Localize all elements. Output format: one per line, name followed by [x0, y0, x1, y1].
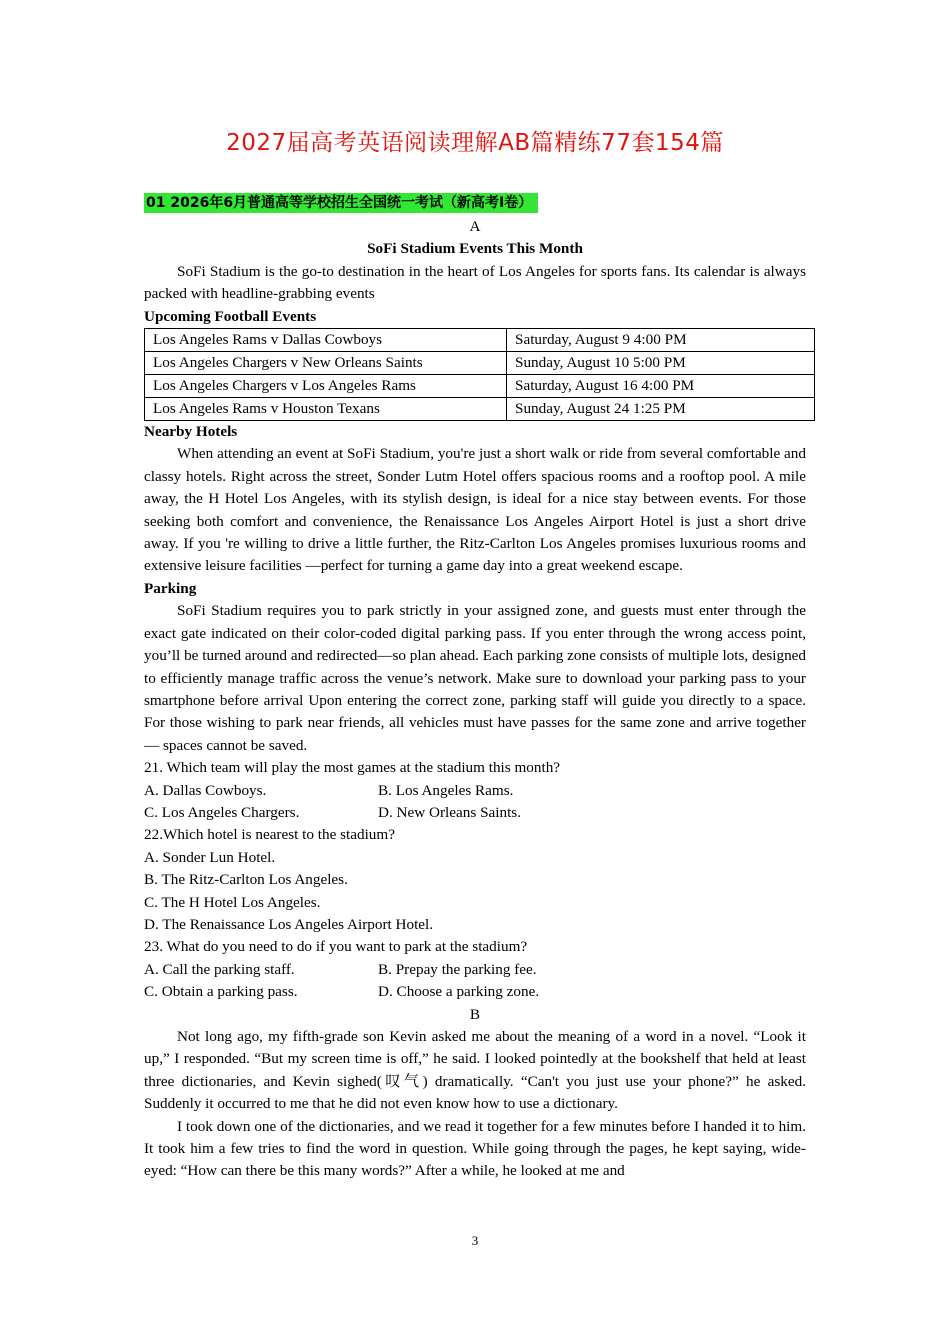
question-23-options-row2 [144, 981, 806, 1003]
hotels-heading: Nearby Hotels [144, 423, 238, 441]
question-21-options-row1 [144, 780, 806, 802]
event-match: Los Angeles Rams v Houston Texans [145, 398, 507, 421]
option-a: A. Dallas Cowboys. [144, 781, 267, 799]
passage-b-paragraph-2: I took down one of the dictionaries, and we read it together for a few minutes before I handed it to him. It took him a few tries to find the word in question. While going through the pages, he kept saying, wide-eyed: “How can there be this many words?” After a while, he looked at me and [144, 1117, 806, 1180]
passage-b-paragraph-1: Not long ago, my fifth-grade son Kevin asked me about the meaning of a word in a novel. “Look it up,” I responded. “But my screen time is off,” he said. I looked pointedly at the bookshelf that held at least three dictionaries, and Kevin sighed(叹气) dramatically. “Can't you just use your phone?” he asked. Suddenly it occurred to me that he did not even know how to use a dictionary. [144, 1028, 806, 1113]
option-c: C. Obtain a parking pass. [144, 983, 298, 1001]
option-c: C. The H Hotel Los Angeles. [144, 893, 321, 911]
table-row [145, 375, 815, 398]
events-table [144, 328, 815, 421]
event-match: Los Angeles Chargers v New Orleans Saints [145, 352, 507, 375]
option-d: D. Choose a parking zone. [378, 983, 540, 1001]
option-b: B. Los Angeles Rams. [378, 781, 514, 799]
parking-paragraph: SoFi Stadium requires you to park strictly in your assigned zone, and guests must enter through the exact gate indicated on their color-coded digital parking pass. If you enter through the wrong access point, you’ll be turned around and redirected—so plan ahead. Each parking zone consists of multiple lots, designed to efficiently manage traffic across the venue’s network. Make sure to download your parking pass to your smartphone before arrival Upon entering the correct zone, parking staff will guide you directly to a space. For those wishing to park near friends, all vehicles must have passes for the same zone and arrive together — spaces cannot be saved. [144, 602, 806, 754]
question-21-stem: 21. Which team will play the most games at the stadium this month? [144, 759, 561, 777]
table-row [145, 398, 815, 421]
question-21-options-row2 [144, 802, 806, 824]
question-22-stem: 22.Which hotel is nearest to the stadium? [144, 826, 395, 844]
option-c: C. Los Angeles Chargers. [144, 803, 300, 821]
page-number: 3 [471, 1233, 479, 1248]
event-time: Sunday, August 10 5:00 PM [507, 352, 815, 375]
document-title: 2027届高考英语阅读理解AB篇精练77套154篇 [226, 130, 724, 156]
passage-a-label: A [469, 218, 481, 235]
hotels-paragraph: When attending an event at SoFi Stadium, you're just a short walk or ride from several comfortable and classy hotels. Right across the street, Sonder Lutm Hotel offers spacious rooms and a rooftop pool. A mile away, the H Hotel Los Angeles, with its stylish design, is ideal for a nice stay between events. For those seeking both comfort and convenience, the Renaissance Los Angeles Airport Hotel is just a short drive away. If you 're willing to drive a little further, the Ritz-Carlton Los Angeles promises luxurious rooms and extensive leisure facilities —perfect for turning a game day into a great weekend escape. [144, 445, 806, 575]
document-body [144, 216, 806, 1183]
event-match: Los Angeles Rams v Dallas Cowboys [145, 329, 507, 352]
event-match: Los Angeles Chargers v Los Angeles Rams [145, 375, 507, 398]
exam-tag-highlight: 01 2026年6月普通高等学校招生全国统一考试（新高考I卷） [144, 193, 538, 213]
passage-b-label: B [469, 1005, 481, 1023]
events-heading: Upcoming Football Events [144, 307, 317, 325]
option-a: A. Sonder Lun Hotel. [144, 848, 276, 866]
option-d: D. New Orleans Saints. [378, 803, 521, 821]
option-d: D. The Renaissance Los Angeles Airport Hotel. [144, 915, 434, 933]
event-time: Saturday, August 9 4:00 PM [507, 329, 815, 352]
option-b: B. The Ritz-Carlton Los Angeles. [144, 871, 348, 889]
parking-heading: Parking [144, 579, 197, 597]
question-23-options-row1 [144, 959, 806, 981]
option-a: A. Call the parking staff. [144, 960, 295, 978]
option-b: B. Prepay the parking fee. [378, 960, 537, 978]
event-time: Sunday, August 24 1:25 PM [507, 398, 815, 421]
question-23-stem: 23. What do you need to do if you want to park at the stadium? [144, 938, 528, 956]
passage-a-heading: SoFi Stadium Events This Month [367, 240, 583, 258]
table-row [145, 352, 815, 375]
event-time: Saturday, August 16 4:00 PM [507, 375, 815, 398]
passage-a-intro: SoFi Stadium is the go-to destination in the heart of Los Angeles for sports fans. Its calendar is always packed with headline-grabbing events [144, 262, 806, 303]
table-row [145, 329, 815, 352]
